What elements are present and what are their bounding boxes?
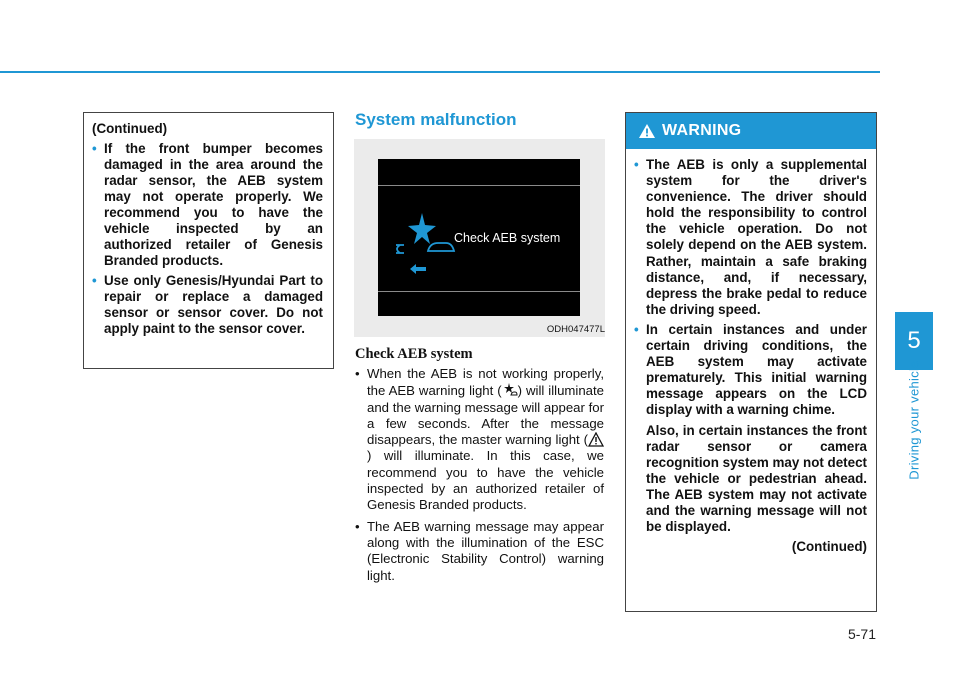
- bullet-dot-icon: •: [92, 141, 97, 156]
- subheading: Check AEB system: [355, 346, 473, 362]
- warning-triangle-icon: [638, 123, 656, 139]
- bullet-dot-icon: •: [355, 366, 360, 381]
- continued-title: (Continued): [92, 121, 168, 136]
- item-text: The AEB warning message may appear along with the illumination of the ESC (Electronic Stability Control) warning light.: [367, 518, 604, 583]
- item-text-part: When the AEB is not working properly, the AEB warning light (: [367, 366, 604, 399]
- master-warning-icon: [588, 432, 604, 447]
- bullet-dot-icon: •: [92, 273, 97, 288]
- page-number: 5-71: [847, 626, 876, 642]
- continued-label: (Continued): [791, 539, 867, 555]
- display-divider: [378, 291, 580, 292]
- list-item: [355, 519, 604, 584]
- section-title: System malfunction: [355, 110, 517, 129]
- figure-code: ODH047477L: [546, 324, 605, 335]
- item-text-part: ) will illuminate. In this case, we recommend you to have the vehicle inspected by an authorized retailer of Genesis Branded products.: [367, 448, 604, 513]
- aeb-warning-icon: [390, 207, 460, 277]
- bullet-dot-icon: •: [634, 157, 639, 172]
- cluster-display: [378, 159, 580, 316]
- warning-bullet-text: In certain instances and under certain driving conditions, the AEB system may activate prematurely. This initial warning message appears on the LCD display with a warning chime.: [646, 321, 867, 418]
- display-divider: [378, 185, 580, 186]
- continued-note-box: [83, 112, 334, 369]
- warning-paragraph: Also, in certain instances the front radar sensor or camera recognition system may not detect the vehicle or pedestrian ahead. The AEB system may not activate and the warning message will not be displayed.: [646, 422, 867, 535]
- display-message: Check AEB system: [454, 231, 561, 245]
- bullet-dot-icon: •: [634, 321, 639, 337]
- note-bullet: [92, 273, 323, 337]
- warning-body: [626, 149, 876, 559]
- item-text-part: ) will illuminate and the warning message will appear for a few seconds. After the message disappears, the master warning light (: [367, 383, 604, 448]
- chapter-label: Driving your vehicle: [906, 360, 922, 480]
- note-bullet-text: Use only Genesis/Hyundai Part to repair or replace a damaged sensor or sensor cover. Do not apply paint to the sensor cover.: [104, 273, 323, 336]
- warning-bullet: [634, 322, 867, 419]
- note-bullet-text: If the front bumper becomes damaged in the area around the radar sensor, the AEB system may not operate properly. We recommend you to have the vehicle inspected by an authorized retailer of Genesis Branded products.: [104, 141, 323, 268]
- cluster-figure: [354, 139, 605, 337]
- warning-header: [626, 113, 876, 149]
- chapter-number: 5: [907, 327, 921, 354]
- header-rule: [0, 71, 880, 73]
- note-bullet: [92, 141, 323, 269]
- bullet-dot-icon: •: [355, 518, 360, 534]
- warning-bullet: [634, 157, 867, 318]
- aeb-warning-light-icon: [502, 382, 518, 398]
- warning-box: [625, 112, 877, 612]
- warning-title: WARNING: [662, 122, 742, 139]
- list-item: [355, 366, 604, 514]
- body-list: [355, 366, 604, 589]
- warning-bullet-text: The AEB is only a supplemental system for the driver's convenience. The driver should hold the responsibility to control the vehicle operation. Do not solely depend on the AEB system. Rather, maintain a safe braking distance, and, if necessary, depress the brake pedal to reduce the driving speed.: [646, 157, 867, 317]
